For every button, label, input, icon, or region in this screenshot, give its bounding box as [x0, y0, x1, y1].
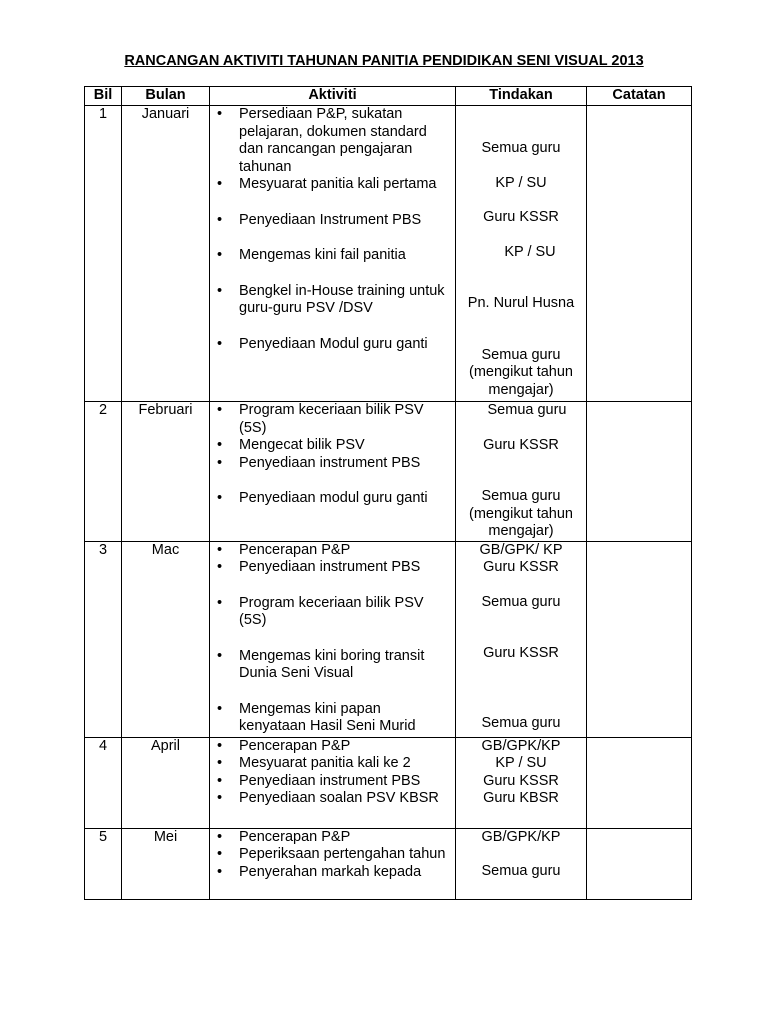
tindakan-line: KP / SU: [495, 174, 547, 191]
tindakan-line: Semua guru: [481, 593, 561, 610]
list-item: • Persediaan P&P, sukatan pelajaran, dokumen standard dan rancangan pengajaran tahunan: [210, 106, 455, 176]
cell-aktiviti: [210, 402, 456, 542]
list-item: • Mengemas kini fail panitia: [210, 247, 455, 265]
cell-aktiviti: [210, 828, 456, 899]
header-tindakan: Tindakan: [456, 87, 587, 106]
cell-bil: 1: [85, 106, 122, 402]
tindakan-line: Semua guru: [481, 863, 561, 879]
list-item: • Mesyuarat panitia kali ke 2: [210, 755, 455, 773]
cell-bulan: Januari: [122, 106, 210, 402]
tindakan-line: Guru KSSR: [483, 559, 559, 575]
list-item: • Peperiksaan pertengahan tahun: [210, 846, 455, 864]
header-bulan: Bulan: [122, 87, 210, 106]
list-item: • Mengecat bilik PSV: [210, 437, 455, 455]
list-item: • Penyediaan instrument PBS: [210, 559, 455, 577]
list-item: • Penyediaan instrument PBS: [210, 773, 455, 791]
document-title: RANCANGAN AKTIVITI TAHUNAN PANITIA PENDIDIKAN SENI VISUAL 2013: [124, 53, 644, 69]
activity-table: [84, 86, 692, 900]
tindakan-line: GB/GPK/KP: [481, 828, 561, 845]
cell-bil: 2: [85, 402, 122, 542]
tindakan-line: Semua guru: [481, 346, 561, 363]
tindakan-line: GB/GPK/ KP: [479, 541, 563, 558]
cell-catatan: [587, 828, 692, 899]
list-item: • Pencerapan P&P: [210, 738, 455, 756]
cell-bil: 3: [85, 541, 122, 737]
aktiviti-list: [210, 542, 455, 736]
table-row: [85, 106, 692, 402]
cell-aktiviti: [210, 737, 456, 828]
tindakan-line: Guru KBSR: [483, 790, 559, 806]
cell-bulan: Februari: [122, 402, 210, 542]
list-item: • Penyediaan Modul guru ganti: [210, 336, 455, 354]
cell-aktiviti: [210, 106, 456, 402]
tindakan-line: Pn. Nurul Husna: [467, 295, 575, 311]
header-aktiviti: Aktiviti: [210, 87, 456, 106]
list-item: • Penyediaan modul guru ganti: [210, 490, 455, 508]
cell-tindakan: [456, 402, 587, 542]
tindakan-line: Semua guru: [487, 402, 567, 418]
list-item: • Program keceriaan bilik PSV (5S): [210, 595, 455, 630]
list-item: • Penyediaan soalan PSV KBSR: [210, 790, 455, 808]
header-catatan: Catatan: [587, 87, 692, 106]
list-item: • Mengemas kini boring transit Dunia Seni Visual: [210, 648, 455, 683]
list-item: • Mesyuarat panitia kali pertama: [210, 176, 455, 194]
tindakan-line: Guru KSSR: [483, 645, 559, 661]
list-item: • Pencerapan P&P: [210, 542, 455, 560]
tindakan-line: (mengikut tahun: [469, 364, 573, 380]
cell-tindakan: [456, 106, 587, 402]
table-row: [85, 737, 692, 828]
aktiviti-list: [210, 106, 455, 353]
cell-aktiviti: [210, 541, 456, 737]
header-bil: Bil: [85, 87, 122, 106]
list-item: • Program keceriaan bilik PSV (5S): [210, 402, 455, 437]
tindakan-line: mengajar): [488, 381, 554, 398]
cell-catatan: [587, 541, 692, 737]
cell-tindakan: [456, 828, 587, 899]
cell-tindakan: [456, 541, 587, 737]
tindakan-line: Guru KSSR: [483, 209, 559, 225]
table-row: [85, 541, 692, 737]
tindakan-line: Guru KSSR: [483, 436, 559, 453]
aktiviti-list: [210, 738, 455, 808]
tindakan-line: KP / SU: [504, 243, 556, 260]
cell-tindakan: [456, 737, 587, 828]
list-item: • Mengemas kini papan kenyataan Hasil Seni Murid: [210, 701, 455, 736]
tindakan-line: KP / SU: [495, 755, 547, 771]
list-item: • Penyediaan instrument PBS: [210, 455, 455, 473]
tindakan-line: (mengikut tahun: [469, 505, 573, 522]
table-header-row: [85, 87, 692, 106]
list-item: • Penyerahan markah kepada: [210, 864, 455, 882]
table-row: [85, 828, 692, 899]
tindakan-line: Semua guru: [481, 140, 561, 156]
cell-bulan: April: [122, 737, 210, 828]
aktiviti-list: [210, 402, 455, 508]
list-item: • Bengkel in-House training untuk guru-guru PSV /DSV: [210, 283, 455, 318]
list-item: • Pencerapan P&P: [210, 829, 455, 847]
tindakan-line: Semua guru: [481, 714, 561, 731]
tindakan-line: Guru KSSR: [483, 772, 559, 789]
cell-bulan: Mac: [122, 541, 210, 737]
list-item: • Penyediaan Instrument PBS: [210, 212, 455, 230]
tindakan-line: GB/GPK/KP: [481, 737, 561, 754]
cell-bil: 4: [85, 737, 122, 828]
cell-catatan: [587, 106, 692, 402]
cell-catatan: [587, 737, 692, 828]
cell-bulan: Mei: [122, 828, 210, 899]
tindakan-line: mengajar): [488, 523, 554, 539]
cell-catatan: [587, 402, 692, 542]
tindakan-line: Semua guru: [481, 488, 561, 504]
aktiviti-list: [210, 829, 455, 882]
cell-bil: 5: [85, 828, 122, 899]
table-row: [85, 402, 692, 542]
